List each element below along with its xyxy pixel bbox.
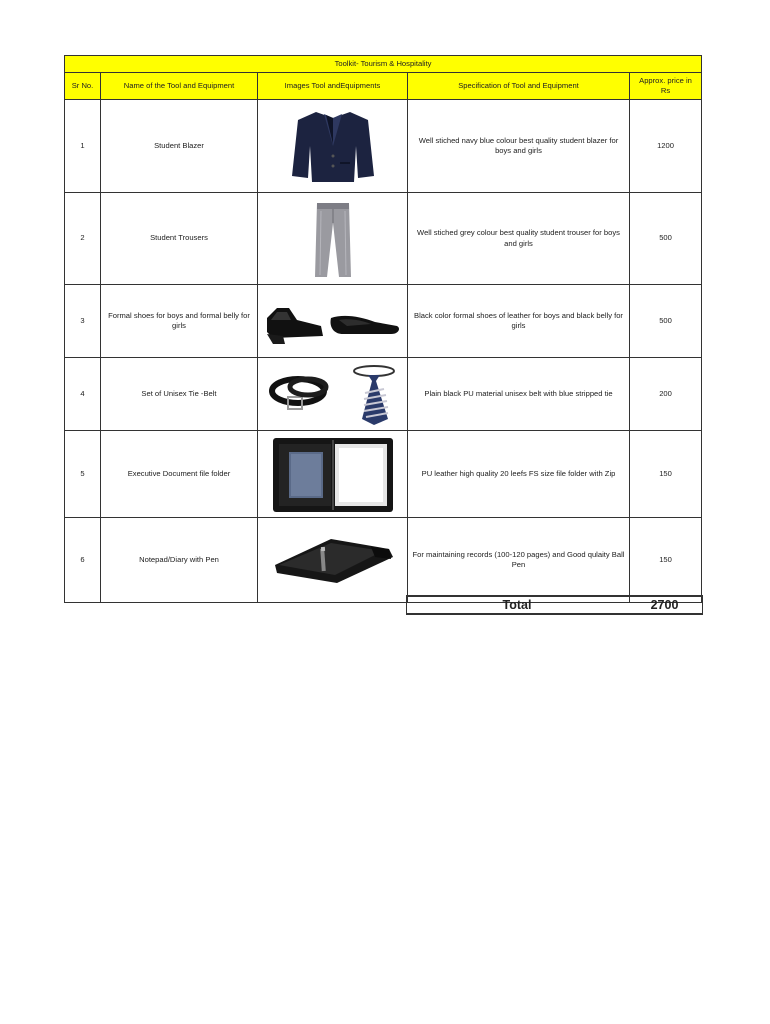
row-sr: 6 <box>65 518 101 603</box>
row-price: 500 <box>630 193 702 285</box>
total-value: 2700 <box>650 598 679 612</box>
table-row <box>65 431 702 518</box>
row-spec: Well stiched navy blue colour best quality student blazer for boys and girls <box>408 100 630 193</box>
row-name: Formal shoes for boys and formal belly for girls <box>101 285 258 358</box>
total-box <box>406 595 703 615</box>
toolkit-table <box>64 55 702 603</box>
table-row <box>65 100 702 193</box>
row-price: 150 <box>630 431 702 518</box>
row-sr: 4 <box>65 358 101 431</box>
header-sr: Sr No. <box>65 73 101 100</box>
header-row <box>65 73 702 100</box>
row-sr: 1 <box>65 100 101 193</box>
row-image <box>258 100 408 193</box>
row-spec: For maintaining records (100-120 pages) and Good qulaity Ball Pen <box>408 518 630 603</box>
row-price: 200 <box>630 358 702 431</box>
row-spec: PU leather high quality 20 leefs FS size file folder with Zip <box>408 431 630 518</box>
row-image <box>258 431 408 518</box>
row-sr: 5 <box>65 431 101 518</box>
tie-belt-image <box>268 363 398 425</box>
table-row <box>65 358 702 431</box>
total-label: Total <box>502 598 532 612</box>
row-price: 500 <box>630 285 702 358</box>
header-name: Name of the Tool and Equipment <box>101 73 258 100</box>
shoes-image <box>263 296 403 346</box>
file-folder-image <box>271 434 395 514</box>
row-name: Executive Document file folder <box>101 431 258 518</box>
blazer-image <box>288 106 378 186</box>
header-spec: Specification of Tool and Equipment <box>408 73 630 100</box>
trousers-image <box>303 199 363 279</box>
diary-pen-image <box>271 535 395 585</box>
row-price: 150 <box>630 518 702 603</box>
row-spec: Well stiched grey colour best quality student trouser for boys and girls <box>408 193 630 285</box>
row-image <box>258 285 408 358</box>
row-spec: Black color formal shoes of leather for boys and black belly for girls <box>408 285 630 358</box>
row-image <box>258 518 408 603</box>
table-row <box>65 285 702 358</box>
row-spec: Plain black PU material unisex belt with blue stripped tie <box>408 358 630 431</box>
header-images: Images Tool andEquipments <box>258 73 408 100</box>
row-image <box>258 358 408 431</box>
table-row <box>65 518 702 603</box>
row-image <box>258 193 408 285</box>
row-sr: 2 <box>65 193 101 285</box>
row-name: Notepad/Diary with Pen <box>101 518 258 603</box>
row-name: Set of Unisex Tie -Belt <box>101 358 258 431</box>
row-name: Student Blazer <box>101 100 258 193</box>
table-row <box>65 193 702 285</box>
toolkit-sheet <box>64 55 701 603</box>
table-title: Toolkit- Tourism & Hospitality <box>65 56 702 73</box>
header-price: Approx. price in Rs <box>630 73 702 100</box>
row-sr: 3 <box>65 285 101 358</box>
row-price: 1200 <box>630 100 702 193</box>
title-row <box>65 56 702 73</box>
row-name: Student Trousers <box>101 193 258 285</box>
